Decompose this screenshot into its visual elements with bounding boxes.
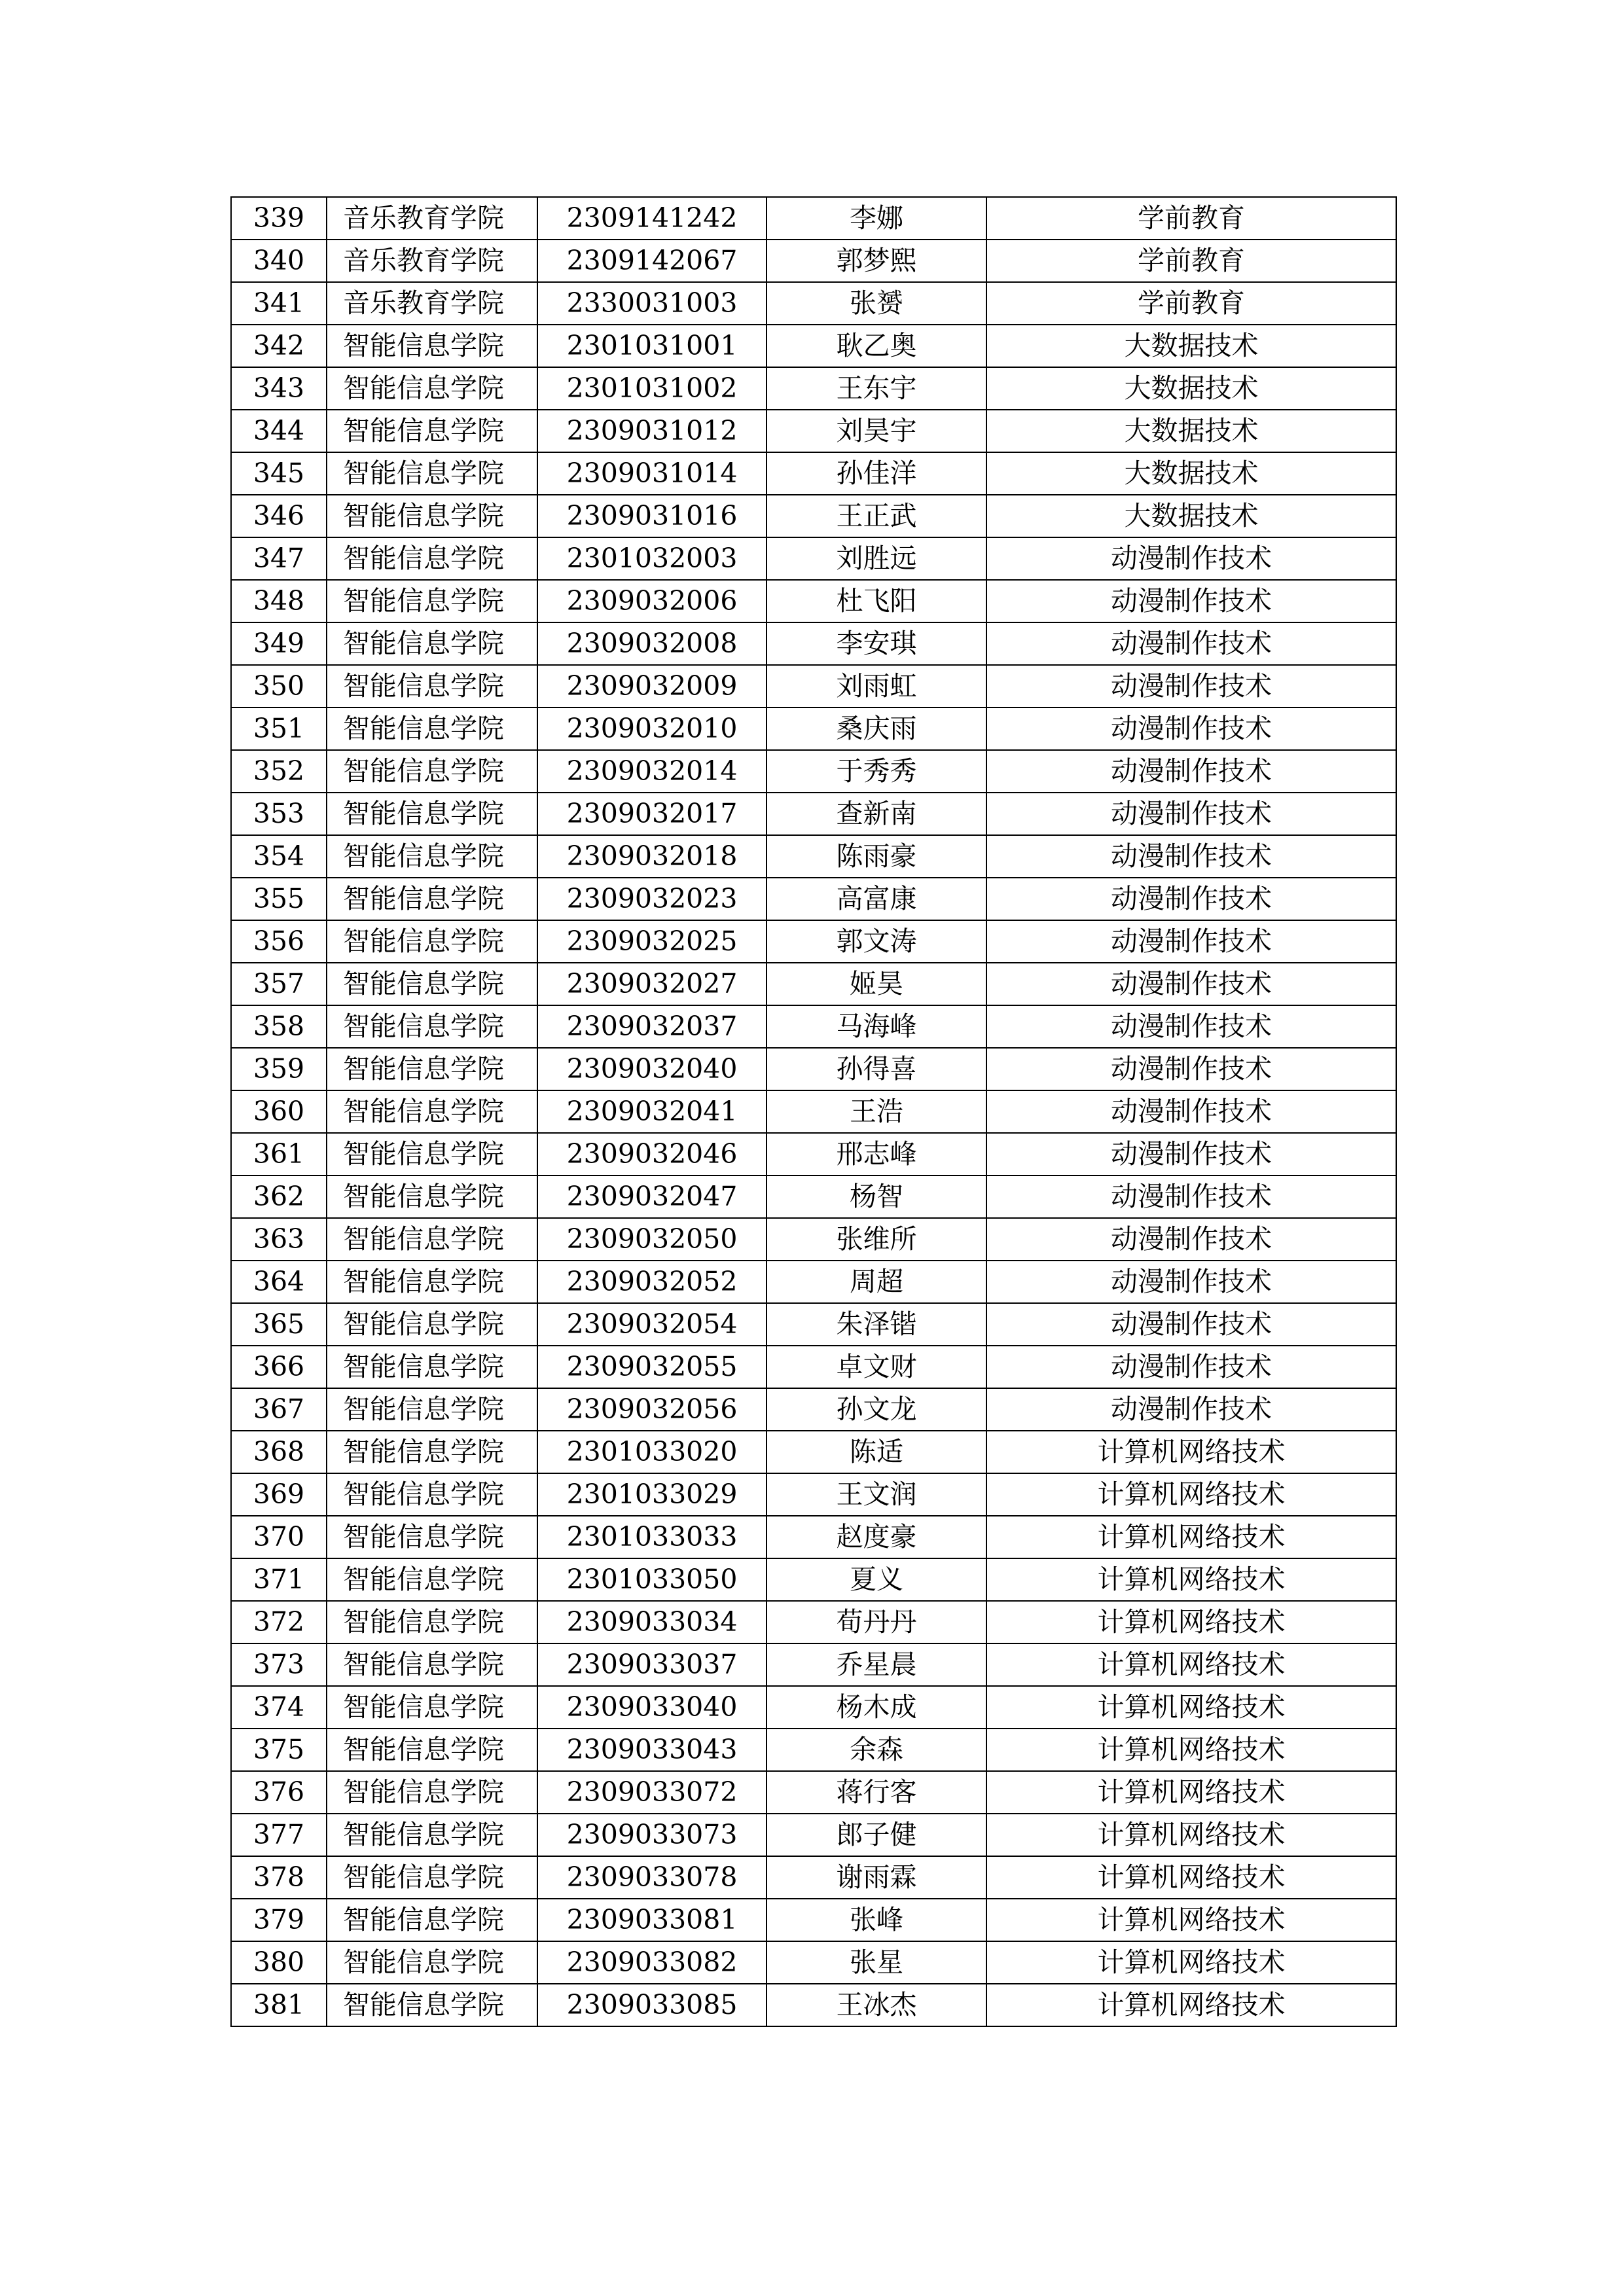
table-row	[231, 665, 1396, 708]
college-cell: 智能信息学院	[327, 1686, 537, 1729]
college-cell: 智能信息学院	[327, 665, 537, 708]
major-cell: 计算机网络技术	[986, 1771, 1396, 1814]
college-cell: 音乐教育学院	[327, 282, 537, 325]
row-number-cell: 356	[231, 920, 327, 963]
table-row	[231, 1771, 1396, 1814]
row-number-cell: 357	[231, 963, 327, 1005]
row-number-cell: 353	[231, 793, 327, 835]
row-number-cell: 362	[231, 1175, 327, 1218]
row-number-cell: 360	[231, 1090, 327, 1133]
student-name-cell: 卓文财	[767, 1346, 986, 1388]
row-number-cell: 346	[231, 495, 327, 537]
row-number-cell: 372	[231, 1601, 327, 1643]
major-cell: 计算机网络技术	[986, 1941, 1396, 1984]
student-name-cell: 荀丹丹	[767, 1601, 986, 1643]
table-row	[231, 793, 1396, 835]
major-cell: 动漫制作技术	[986, 835, 1396, 878]
table-row	[231, 197, 1396, 240]
table-row	[231, 1601, 1396, 1643]
student-id-cell: 2309031016	[537, 495, 767, 537]
student-id-cell: 2309032055	[537, 1346, 767, 1388]
college-cell: 音乐教育学院	[327, 240, 537, 282]
major-cell: 动漫制作技术	[986, 1005, 1396, 1048]
row-number-cell: 355	[231, 878, 327, 920]
major-cell: 动漫制作技术	[986, 1090, 1396, 1133]
table-row	[231, 1303, 1396, 1346]
major-cell: 动漫制作技术	[986, 708, 1396, 750]
table-row	[231, 1431, 1396, 1473]
college-cell: 智能信息学院	[327, 452, 537, 495]
college-cell: 智能信息学院	[327, 1388, 537, 1431]
major-cell: 计算机网络技术	[986, 1686, 1396, 1729]
row-number-cell: 377	[231, 1814, 327, 1856]
major-cell: 动漫制作技术	[986, 537, 1396, 580]
student-name-cell: 陈雨豪	[767, 835, 986, 878]
major-cell: 动漫制作技术	[986, 1346, 1396, 1388]
student-name-cell: 王冰杰	[767, 1984, 986, 2026]
student-name-cell: 查新南	[767, 793, 986, 835]
student-id-cell: 2309032041	[537, 1090, 767, 1133]
table-row	[231, 1643, 1396, 1686]
major-cell: 动漫制作技术	[986, 1133, 1396, 1175]
student-name-cell: 孙佳洋	[767, 452, 986, 495]
major-cell: 学前教育	[986, 240, 1396, 282]
college-cell: 智能信息学院	[327, 1090, 537, 1133]
student-name-cell: 王东宇	[767, 367, 986, 410]
student-id-cell: 2309032014	[537, 750, 767, 793]
student-id-cell: 2330031003	[537, 282, 767, 325]
major-cell: 动漫制作技术	[986, 920, 1396, 963]
student-id-cell: 2309032054	[537, 1303, 767, 1346]
row-number-cell: 359	[231, 1048, 327, 1090]
college-cell: 智能信息学院	[327, 1771, 537, 1814]
student-id-cell: 2301031001	[537, 325, 767, 367]
major-cell: 动漫制作技术	[986, 1303, 1396, 1346]
college-cell: 智能信息学院	[327, 367, 537, 410]
student-name-cell: 李娜	[767, 197, 986, 240]
college-cell: 智能信息学院	[327, 1984, 537, 2026]
student-name-cell: 夏义	[767, 1558, 986, 1601]
major-cell: 计算机网络技术	[986, 1643, 1396, 1686]
major-cell: 计算机网络技术	[986, 1814, 1396, 1856]
major-cell: 大数据技术	[986, 495, 1396, 537]
row-number-cell: 344	[231, 410, 327, 452]
student-name-cell: 于秀秀	[767, 750, 986, 793]
table-row	[231, 1941, 1396, 1984]
table-row	[231, 1175, 1396, 1218]
student-name-cell: 王文润	[767, 1473, 986, 1516]
student-name-cell: 刘昊宇	[767, 410, 986, 452]
student-id-cell: 2301032003	[537, 537, 767, 580]
table-row	[231, 878, 1396, 920]
college-cell: 智能信息学院	[327, 835, 537, 878]
table-row	[231, 1090, 1396, 1133]
table-row	[231, 410, 1396, 452]
major-cell: 大数据技术	[986, 325, 1396, 367]
table-row	[231, 963, 1396, 1005]
college-cell: 智能信息学院	[327, 963, 537, 1005]
major-cell: 动漫制作技术	[986, 1048, 1396, 1090]
student-name-cell: 郎子健	[767, 1814, 986, 1856]
table-row	[231, 1005, 1396, 1048]
college-cell: 智能信息学院	[327, 1005, 537, 1048]
table-row	[231, 1133, 1396, 1175]
row-number-cell: 366	[231, 1346, 327, 1388]
table-row	[231, 1473, 1396, 1516]
row-number-cell: 374	[231, 1686, 327, 1729]
college-cell: 智能信息学院	[327, 580, 537, 622]
table-row	[231, 1048, 1396, 1090]
student-id-cell: 2301033029	[537, 1473, 767, 1516]
college-cell: 智能信息学院	[327, 1814, 537, 1856]
table-row	[231, 708, 1396, 750]
table-row	[231, 495, 1396, 537]
student-name-cell: 姬昊	[767, 963, 986, 1005]
major-cell: 计算机网络技术	[986, 1899, 1396, 1941]
major-cell: 动漫制作技术	[986, 580, 1396, 622]
table-row	[231, 1984, 1396, 2026]
student-name-cell: 王浩	[767, 1090, 986, 1133]
student-id-cell: 2309142067	[537, 240, 767, 282]
major-cell: 动漫制作技术	[986, 963, 1396, 1005]
student-id-cell: 2309032046	[537, 1133, 767, 1175]
student-name-cell: 张赟	[767, 282, 986, 325]
student-id-cell: 2309032023	[537, 878, 767, 920]
row-number-cell: 350	[231, 665, 327, 708]
student-id-cell: 2309032040	[537, 1048, 767, 1090]
table-row	[231, 1218, 1396, 1261]
student-name-cell: 王正武	[767, 495, 986, 537]
student-id-cell: 2309033085	[537, 1984, 767, 2026]
student-id-cell: 2309032056	[537, 1388, 767, 1431]
row-number-cell: 340	[231, 240, 327, 282]
college-cell: 智能信息学院	[327, 1133, 537, 1175]
student-id-cell: 2301031002	[537, 367, 767, 410]
student-name-cell: 杜飞阳	[767, 580, 986, 622]
college-cell: 音乐教育学院	[327, 197, 537, 240]
college-cell: 智能信息学院	[327, 410, 537, 452]
student-id-cell: 2301033033	[537, 1516, 767, 1558]
table-row	[231, 325, 1396, 367]
student-name-cell: 蒋行客	[767, 1771, 986, 1814]
student-id-cell: 2309032017	[537, 793, 767, 835]
major-cell: 计算机网络技术	[986, 1473, 1396, 1516]
student-id-cell: 2309033040	[537, 1686, 767, 1729]
student-id-cell: 2309033082	[537, 1941, 767, 1984]
student-name-cell: 耿乙奥	[767, 325, 986, 367]
student-name-cell: 杨智	[767, 1175, 986, 1218]
major-cell: 计算机网络技术	[986, 1601, 1396, 1643]
student-id-cell: 2309033034	[537, 1601, 767, 1643]
college-cell: 智能信息学院	[327, 1218, 537, 1261]
major-cell: 动漫制作技术	[986, 878, 1396, 920]
table-body	[231, 197, 1396, 2026]
table-row	[231, 1899, 1396, 1941]
college-cell: 智能信息学院	[327, 622, 537, 665]
student-name-cell: 孙文龙	[767, 1388, 986, 1431]
student-id-cell: 2301033020	[537, 1431, 767, 1473]
college-cell: 智能信息学院	[327, 1175, 537, 1218]
student-id-cell: 2301033050	[537, 1558, 767, 1601]
student-id-cell: 2309032027	[537, 963, 767, 1005]
major-cell: 动漫制作技术	[986, 665, 1396, 708]
student-id-cell: 2309033081	[537, 1899, 767, 1941]
student-name-cell: 邢志峰	[767, 1133, 986, 1175]
row-number-cell: 368	[231, 1431, 327, 1473]
college-cell: 智能信息学院	[327, 495, 537, 537]
student-id-cell: 2309032010	[537, 708, 767, 750]
student-name-cell: 杨木成	[767, 1686, 986, 1729]
major-cell: 计算机网络技术	[986, 1856, 1396, 1899]
college-cell: 智能信息学院	[327, 1261, 537, 1303]
row-number-cell: 352	[231, 750, 327, 793]
row-number-cell: 371	[231, 1558, 327, 1601]
row-number-cell: 376	[231, 1771, 327, 1814]
row-number-cell: 373	[231, 1643, 327, 1686]
table-row	[231, 920, 1396, 963]
major-cell: 学前教育	[986, 282, 1396, 325]
row-number-cell: 381	[231, 1984, 327, 2026]
student-name-cell: 孙得喜	[767, 1048, 986, 1090]
student-name-cell: 张星	[767, 1941, 986, 1984]
student-name-cell: 马海峰	[767, 1005, 986, 1048]
major-cell: 计算机网络技术	[986, 1729, 1396, 1771]
student-name-cell: 高富康	[767, 878, 986, 920]
row-number-cell: 341	[231, 282, 327, 325]
table-row	[231, 835, 1396, 878]
table-row	[231, 580, 1396, 622]
row-number-cell: 351	[231, 708, 327, 750]
college-cell: 智能信息学院	[327, 920, 537, 963]
table-row	[231, 1388, 1396, 1431]
row-number-cell: 354	[231, 835, 327, 878]
major-cell: 动漫制作技术	[986, 793, 1396, 835]
student-id-cell: 2309032047	[537, 1175, 767, 1218]
student-id-cell: 2309033072	[537, 1771, 767, 1814]
major-cell: 学前教育	[986, 197, 1396, 240]
student-id-cell: 2309033043	[537, 1729, 767, 1771]
college-cell: 智能信息学院	[327, 750, 537, 793]
student-id-cell: 2309141242	[537, 197, 767, 240]
student-name-cell: 张峰	[767, 1899, 986, 1941]
major-cell: 动漫制作技术	[986, 1388, 1396, 1431]
student-id-cell: 2309032006	[537, 580, 767, 622]
college-cell: 智能信息学院	[327, 1729, 537, 1771]
student-id-cell: 2309032037	[537, 1005, 767, 1048]
college-cell: 智能信息学院	[327, 1048, 537, 1090]
student-name-cell: 刘雨虹	[767, 665, 986, 708]
row-number-cell: 345	[231, 452, 327, 495]
table-row	[231, 622, 1396, 665]
row-number-cell: 347	[231, 537, 327, 580]
major-cell: 大数据技术	[986, 367, 1396, 410]
major-cell: 大数据技术	[986, 452, 1396, 495]
table-row	[231, 1516, 1396, 1558]
major-cell: 动漫制作技术	[986, 1218, 1396, 1261]
row-number-cell: 370	[231, 1516, 327, 1558]
student-id-cell: 2309032008	[537, 622, 767, 665]
row-number-cell: 339	[231, 197, 327, 240]
major-cell: 动漫制作技术	[986, 750, 1396, 793]
college-cell: 智能信息学院	[327, 1473, 537, 1516]
student-id-cell: 2309032052	[537, 1261, 767, 1303]
major-cell: 大数据技术	[986, 410, 1396, 452]
college-cell: 智能信息学院	[327, 708, 537, 750]
row-number-cell: 364	[231, 1261, 327, 1303]
table-row	[231, 1814, 1396, 1856]
student-id-cell: 2309032018	[537, 835, 767, 878]
row-number-cell: 358	[231, 1005, 327, 1048]
row-number-cell: 380	[231, 1941, 327, 1984]
student-id-cell: 2309033073	[537, 1814, 767, 1856]
row-number-cell: 349	[231, 622, 327, 665]
row-number-cell: 369	[231, 1473, 327, 1516]
table-row	[231, 1856, 1396, 1899]
college-cell: 智能信息学院	[327, 537, 537, 580]
row-number-cell: 363	[231, 1218, 327, 1261]
student-name-cell: 张维所	[767, 1218, 986, 1261]
major-cell: 计算机网络技术	[986, 1984, 1396, 2026]
college-cell: 智能信息学院	[327, 793, 537, 835]
student-name-cell: 陈适	[767, 1431, 986, 1473]
major-cell: 动漫制作技术	[986, 1175, 1396, 1218]
table-row	[231, 282, 1396, 325]
major-cell: 计算机网络技术	[986, 1558, 1396, 1601]
student-name-cell: 余森	[767, 1729, 986, 1771]
student-name-cell: 谢雨霖	[767, 1856, 986, 1899]
row-number-cell: 378	[231, 1856, 327, 1899]
student-name-cell: 赵度豪	[767, 1516, 986, 1558]
student-id-cell: 2309032025	[537, 920, 767, 963]
row-number-cell: 342	[231, 325, 327, 367]
student-name-cell: 刘胜远	[767, 537, 986, 580]
table-row	[231, 750, 1396, 793]
row-number-cell: 379	[231, 1899, 327, 1941]
student-id-cell: 2309033078	[537, 1856, 767, 1899]
student-name-cell: 周超	[767, 1261, 986, 1303]
table-row	[231, 1729, 1396, 1771]
row-number-cell: 375	[231, 1729, 327, 1771]
college-cell: 智能信息学院	[327, 1643, 537, 1686]
student-id-cell: 2309031014	[537, 452, 767, 495]
student-id-cell: 2309033037	[537, 1643, 767, 1686]
row-number-cell: 361	[231, 1133, 327, 1175]
major-cell: 计算机网络技术	[986, 1431, 1396, 1473]
college-cell: 智能信息学院	[327, 1516, 537, 1558]
table-row	[231, 1558, 1396, 1601]
student-name-cell: 郭梦熙	[767, 240, 986, 282]
major-cell: 计算机网络技术	[986, 1516, 1396, 1558]
table-row	[231, 367, 1396, 410]
student-id-cell: 2309031012	[537, 410, 767, 452]
college-cell: 智能信息学院	[327, 878, 537, 920]
college-cell: 智能信息学院	[327, 325, 537, 367]
college-cell: 智能信息学院	[327, 1941, 537, 1984]
student-name-cell: 李安琪	[767, 622, 986, 665]
college-cell: 智能信息学院	[327, 1346, 537, 1388]
student-list-table	[230, 196, 1397, 2027]
row-number-cell: 348	[231, 580, 327, 622]
table-row	[231, 537, 1396, 580]
college-cell: 智能信息学院	[327, 1303, 537, 1346]
student-name-cell: 郭文涛	[767, 920, 986, 963]
table-row	[231, 1686, 1396, 1729]
table-row	[231, 240, 1396, 282]
table-row	[231, 1261, 1396, 1303]
student-id-cell: 2309032050	[537, 1218, 767, 1261]
student-id-cell: 2309032009	[537, 665, 767, 708]
college-cell: 智能信息学院	[327, 1899, 537, 1941]
row-number-cell: 343	[231, 367, 327, 410]
table-row	[231, 452, 1396, 495]
row-number-cell: 367	[231, 1388, 327, 1431]
table-row	[231, 1346, 1396, 1388]
student-name-cell: 朱泽锴	[767, 1303, 986, 1346]
student-name-cell: 桑庆雨	[767, 708, 986, 750]
college-cell: 智能信息学院	[327, 1601, 537, 1643]
college-cell: 智能信息学院	[327, 1558, 537, 1601]
row-number-cell: 365	[231, 1303, 327, 1346]
student-name-cell: 乔星晨	[767, 1643, 986, 1686]
major-cell: 动漫制作技术	[986, 1261, 1396, 1303]
college-cell: 智能信息学院	[327, 1431, 537, 1473]
major-cell: 动漫制作技术	[986, 622, 1396, 665]
college-cell: 智能信息学院	[327, 1856, 537, 1899]
